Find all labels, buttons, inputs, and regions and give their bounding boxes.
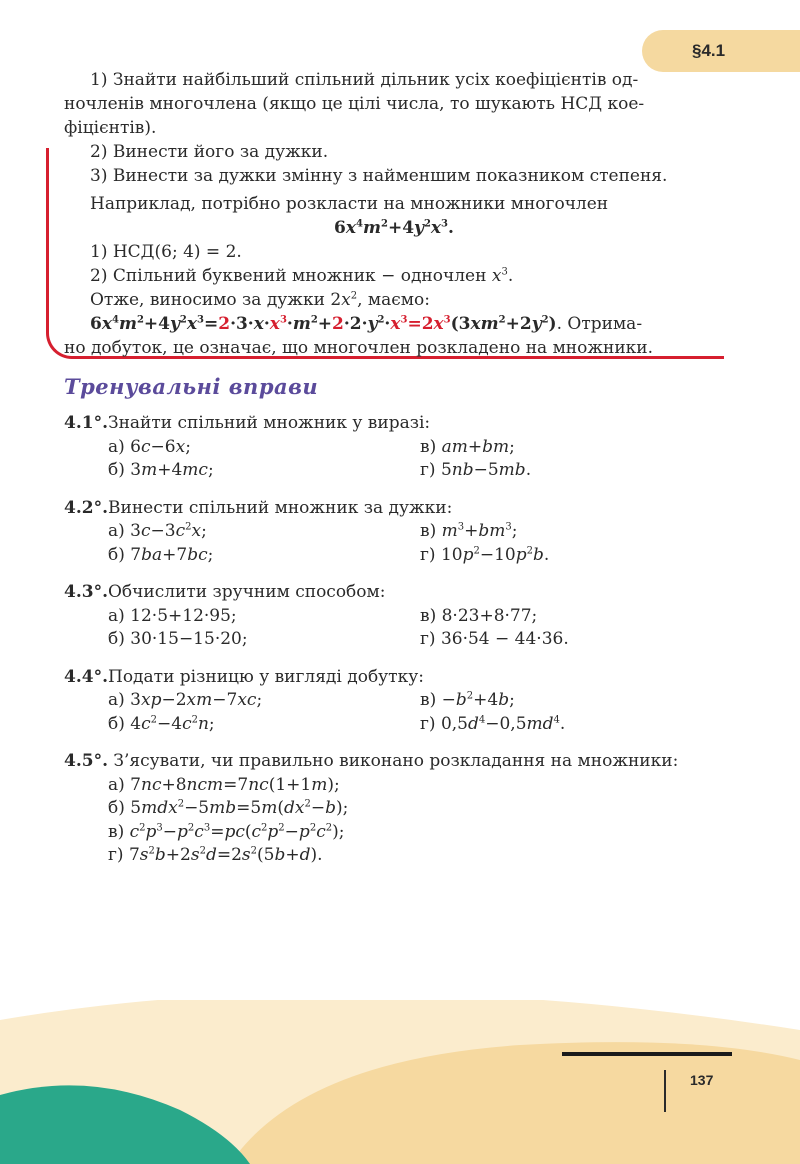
example-step: Отже, виносимо за дужки $2x^2$, маємо: xyxy=(90,290,430,310)
footer-rule xyxy=(562,1052,732,1056)
section-heading: Тренувальні вправи xyxy=(64,374,319,399)
decorative-background xyxy=(0,1000,800,1164)
rule-step: 3) Винести за дужки змінну з найменшим показником степеня. xyxy=(90,166,668,186)
example-intro: Наприклад, потрібно розкласти на множники многочлен xyxy=(90,194,609,214)
exercise-4-3: 4.3°.Обчислити зручним способом: а) 12·5+12·95; в) 8·23+8·77; б) 30·15−15·20; г) 36·54 − 44·36. xyxy=(64,582,569,649)
rule-line: 1) Знайти найбільший спільний дільник усіх коефіцієнтів од- xyxy=(90,70,639,90)
page-number: 137 xyxy=(690,1072,714,1088)
example-step: 2) Спільний буквений множник − одночлен $x^3$. xyxy=(90,266,514,286)
example-polynomial: $6x^4m^2+4y^2x^3$. xyxy=(334,218,454,238)
exercise-4-2: 4.2°.Винести спільний множник за дужки: а) $3c-3c^2x$; в) $m^3+bm^3$; б) 7ba+7bc; г) $10p^2-10p^2b$. xyxy=(64,497,550,565)
rule-conclusion: но добуток, це означає, що многочлен розкладено на множники. xyxy=(64,338,654,358)
rule-line: ночленів многочлена (якщо це цілі числа, то шукають НСД кое- xyxy=(64,94,645,114)
exercise-4-5: 4.5°. З’ясувати, чи правильно виконано розкладання на множники: а) 7nc+8ncm=7nc(1+1m); б) $5mdx^2-5mb=5m(dx^2-b)$; в) $c^2p^3-p^2c^3=pc(c^2p^2-p^2c^2)$; г) $7s^2b+2s^2d=2s^2(5b+d)$. xyxy=(64,751,679,865)
exercise-4-1: 4.1°.Знайти спільний множник у виразі: а) 6c−6x; в) am+bm; б) 3m+4mc; г) 5nb−5mb. xyxy=(64,413,532,480)
example-result: $6x^4m^2+4y^2x^3=2\cdot 3\cdot x\cdot x^3\cdot m^2+2\cdot 2\cdot y^2\cdot x^3=2x^3(3xm^2+2y^2)$. Отрима- xyxy=(90,314,643,334)
rule-line: фіцієнтів). xyxy=(64,118,157,138)
exercise-list xyxy=(64,412,744,882)
rule-step: 2) Винести його за дужки. xyxy=(90,142,329,162)
section-tab: §4.1 xyxy=(642,30,800,72)
page-divider xyxy=(664,1070,666,1112)
rule-text xyxy=(64,68,724,360)
exercise-4-4: 4.4°.Подати різницю у вигляді добутку: а) 3xp−2xm−7xc; $в) -b^2+4b$; б) $4c^2-4c^2n$; г) $0,5d^4-0,5md^4$. xyxy=(64,666,566,734)
example-step: 1) НСД(6; 4) = 2. xyxy=(90,242,242,262)
